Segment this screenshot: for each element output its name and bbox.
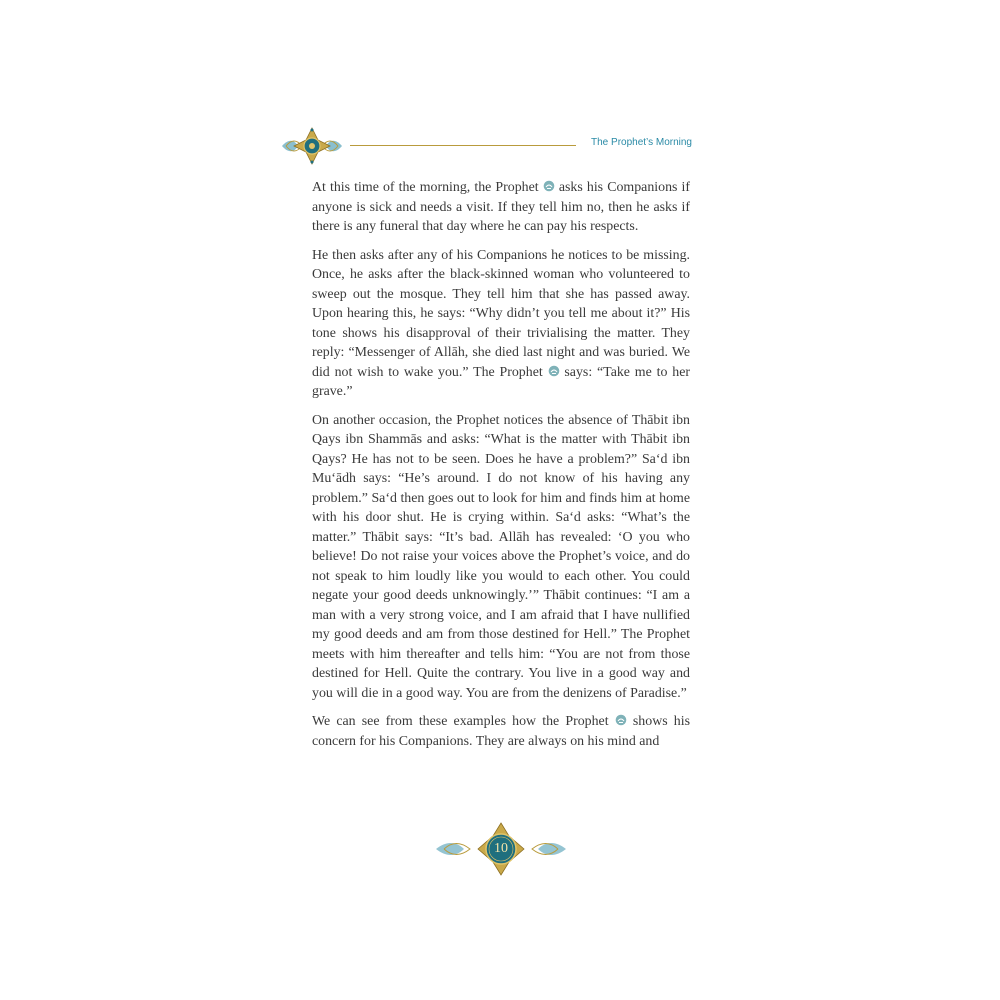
paragraph-1: At this time of the morning, the Prophet asks his Companions if anyone is sick and needs a visit. If they tell him no, then he asks if there is any funeral that day where he can pay his respects. (312, 180, 691, 234)
running-head: The Prophet’s Morning (591, 137, 692, 148)
body-text (312, 178, 690, 751)
paragraph-3: On another occasion, the Prophet notices the absence of Thābit ibn Qays ibn Shammās and asks: “What is the matter with Thābit ibn Qays? He has not to be seen. Does he have a problem?” Sa‘d ibn Mu‘ādh says: “He’s around. I do not know of his having any problem.” Sa‘d then goes out to look for him and finds him at home with his door shut. He is crying within. Sa‘d asks: “What’s the matter.” Thābit says: “It’s bad. Allāh has revealed: ‘O you who believe! Do not raise your voices above the Prophet’s voice, and do not speak to him loudly like you would to each other. You could negate your good deeds unknowingly.’” Thābit continues: “I am a man with a very strong voice, and I am afraid that I have nullified my good deeds and am from those destined for Hell.” The Prophet meets with him thereafter and tells him: “You are not from those destined for Hell. Quite the contrary. You live in a good way and you will die in a good way. You are from the denizens of Paradise.” (312, 412, 690, 701)
page-footer (434, 822, 568, 876)
paragraph-4: We can see from these examples how the Prophet shows his concern for his Companions. They are always on his mind and (312, 714, 691, 749)
salutation-calligraphy-icon (615, 714, 627, 726)
page-header (280, 124, 692, 168)
header-rule (350, 145, 576, 146)
paragraph-2: He then asks after any of his Companions he notices to be missing. Once, he asks after the black-skinned woman who volunteered to sweep out the mosque. They tell him that she has passed away. Upon hearing this, he says: “Why didn’t you tell me about it?” His tone shows his disapproval of their trivialising the matter. They reply: “Messenger of Allāh, she died last night and was buried. We did not wish to wake you.” The Prophet says: “Take me to her grave.” (312, 247, 690, 399)
salutation-calligraphy-icon (543, 180, 555, 192)
floral-ornament-icon (280, 124, 344, 168)
salutation-calligraphy-icon (548, 365, 560, 377)
page-number: 10 (494, 841, 508, 856)
